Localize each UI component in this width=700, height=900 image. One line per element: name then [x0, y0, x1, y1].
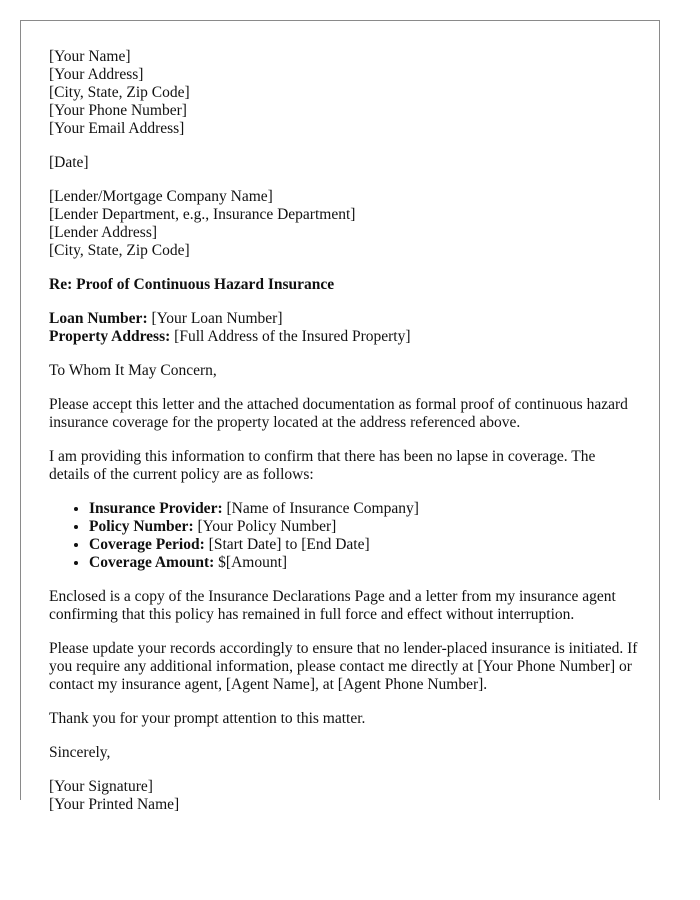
loan-number-line	[49, 310, 639, 328]
closing: Sincerely,	[49, 744, 111, 761]
recipient-address: [Lender Address]	[49, 224, 158, 241]
sender-email: [Your Email Address]	[49, 120, 185, 137]
recipient-department: [Lender Department, e.g., Insurance Department]	[49, 206, 356, 223]
list-item	[89, 536, 639, 554]
salutation: To Whom It May Concern,	[49, 362, 217, 379]
sender-block	[49, 48, 639, 138]
letter-page	[20, 20, 660, 813]
signature: [Your Signature]	[49, 778, 153, 795]
loan-number-value: [Your Loan Number]	[147, 310, 283, 327]
letter-date: [Date]	[49, 154, 89, 171]
signature-block	[49, 778, 639, 814]
details-intro-paragraph: I am providing this information to confirm that there has been no lapse in coverage. The details of the current policy are as follows:	[49, 448, 596, 483]
list-item	[89, 554, 639, 572]
thanks-paragraph: Thank you for your prompt attention to this matter.	[49, 710, 366, 727]
sender-phone: [Your Phone Number]	[49, 102, 187, 119]
policy-detail-value: [Start Date] to [End Date]	[204, 536, 370, 553]
policy-detail-value: $[Amount]	[214, 554, 288, 571]
recipient-company: [Lender/Mortgage Company Name]	[49, 188, 273, 205]
printed-name: [Your Printed Name]	[49, 796, 180, 813]
date-block	[49, 154, 639, 172]
policy-detail-value: [Name of Insurance Company]	[222, 500, 419, 517]
list-item	[89, 500, 639, 518]
letter-content	[49, 48, 639, 814]
recipient-block	[49, 188, 639, 260]
subject-line: Re: Proof of Continuous Hazard Insurance	[49, 276, 335, 293]
intro-paragraph: Please accept this letter and the attached documentation as formal proof of continuous hazard insurance coverage for the property located at the address referenced above.	[49, 396, 628, 431]
policy-detail-value: [Your Policy Number]	[193, 518, 337, 535]
recipient-city-state-zip: [City, State, Zip Code]	[49, 242, 190, 259]
list-item	[89, 518, 639, 536]
reference-block	[49, 310, 639, 346]
request-paragraph: Please update your records accordingly to ensure that no lender-placed insurance is initiated. If you require any additional information, please contact me directly at [Your Phone Number] or contact my insurance agent, [Agent Name], at [Agent Phone Number].	[49, 640, 638, 693]
policy-detail-label: Coverage Amount:	[89, 554, 215, 571]
property-address-line	[49, 328, 639, 346]
policy-detail-label: Policy Number:	[89, 518, 194, 535]
policy-detail-label: Coverage Period:	[89, 536, 205, 553]
policy-details-list	[49, 500, 639, 572]
property-address-value: [Full Address of the Insured Property]	[170, 328, 411, 345]
enclosed-paragraph: Enclosed is a copy of the Insurance Declarations Page and a letter from my insurance agent confirming that this policy has remained in full force and effect without interruption.	[49, 588, 616, 623]
subject-block	[49, 276, 639, 294]
sender-city-state-zip: [City, State, Zip Code]	[49, 84, 190, 101]
sender-name: [Your Name]	[49, 48, 131, 65]
loan-number-label: Loan Number:	[49, 310, 148, 327]
policy-detail-label: Insurance Provider:	[89, 500, 223, 517]
sender-address: [Your Address]	[49, 66, 144, 83]
property-address-label: Property Address:	[49, 328, 171, 345]
